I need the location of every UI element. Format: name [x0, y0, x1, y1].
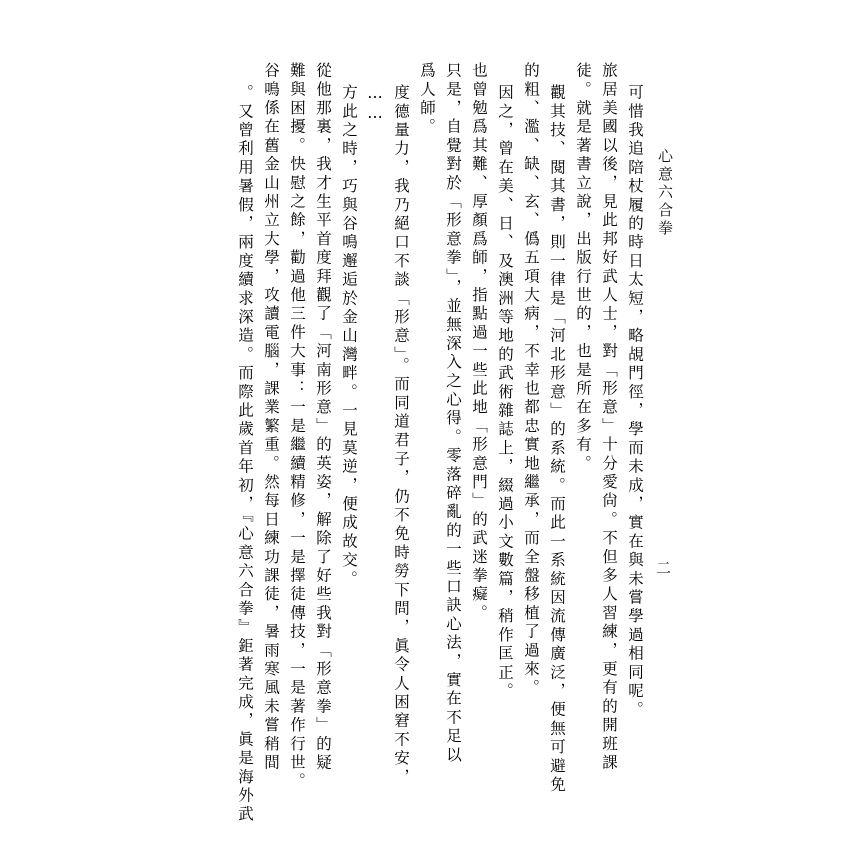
text-column: 度德量力，我乃絕口不談「形意」。而同道君子，仍不免時勞下問，眞令人困窘不安，	[392, 84, 410, 787]
text-column: 因之，曾在美、日、及澳洲等地的武術雜誌上，綴過小文數篇，稍作匡正。	[496, 84, 514, 702]
text-column: 。又曾利用暑假，兩度續求深造。而際此歲首年初，『心意六合拳』鉅著完成，眞是海外武	[236, 84, 254, 825]
text-column: 只是，自覺對於「形意拳」，並無深入之心得。零落碎亂的一些口訣心法，實在不足以	[444, 62, 462, 765]
page-number: 二	[654, 560, 672, 575]
text-column-ellipsis: ……	[366, 84, 384, 124]
book-header-title: 心意六合拳	[656, 148, 674, 238]
text-column: 的粗、濫、缺、玄、僞五項大病，不幸也都忠實地繼承，而全盤移植了過來。	[522, 62, 540, 698]
text-column: 方此之時，巧與谷鳴邂逅於金山灣畔。一見莫逆，便成故交。	[340, 84, 358, 589]
text-column: 旅居美國以後，見此邦好武人士，對「形意」十分愛尙。不但多人習練，更有的開班課	[600, 62, 618, 773]
text-column: 爲人師。	[418, 62, 436, 137]
text-column: 觀其技、閱其書，則一律是「河北形意」的系統。而此一系統因流傳廣泛，便無可避免	[548, 84, 566, 795]
text-column: 可惜我追陪杖履的時日太短，略覘門徑，學而未成，實在與未嘗學過相同呢。	[626, 84, 644, 720]
text-column: 也曾勉爲其難、厚顏爲師，指點過一些此地「形意門」的武迷拳癡。	[470, 62, 488, 623]
vertical-text-body	[170, 62, 644, 825]
text-column: 徒。就是著書立說，出版行世的，也是所在多有。	[574, 62, 592, 474]
text-column: 難與困擾。快慰之餘，勸過他三件大事：一是繼續精修，一是擇徒傳技，一是著作行世。	[288, 62, 306, 792]
text-column: 谷鳴係在舊金山州立大學，攻讀電腦，課業繁重。然每日練功課徒，暑雨寒風未嘗稍間	[262, 62, 280, 773]
text-column: 從他那裏，我才生平首度拜觀了「河南形意」的英姿，解除了好些我對「形意拳」的疑	[314, 62, 332, 773]
